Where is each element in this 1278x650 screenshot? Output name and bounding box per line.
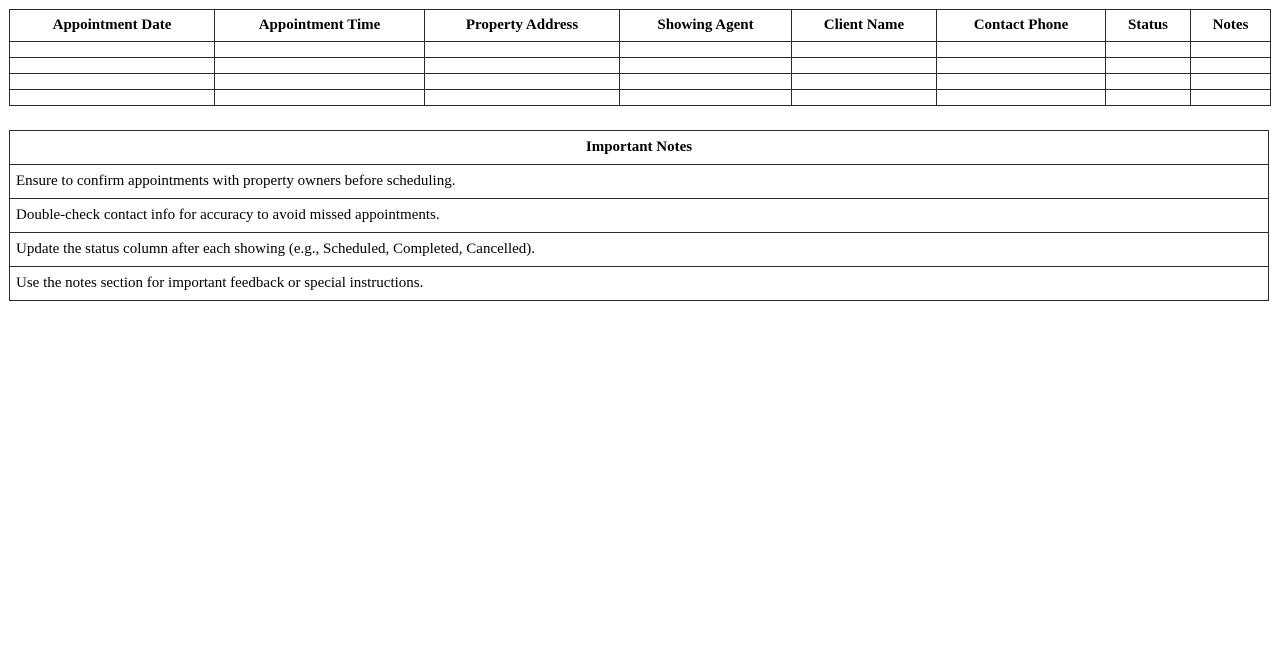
- cell-property-address[interactable]: [425, 74, 620, 90]
- table-header-row: [10, 10, 1271, 42]
- cell-status[interactable]: [1106, 90, 1191, 106]
- cell-status[interactable]: [1106, 74, 1191, 90]
- cell-client-name[interactable]: [792, 90, 937, 106]
- important-notes-table: [9, 130, 1269, 301]
- appointment-schedule-table: [9, 9, 1271, 106]
- table-row: [10, 90, 1271, 106]
- cell-appointment-date[interactable]: [10, 42, 215, 58]
- cell-appointment-time[interactable]: [215, 58, 425, 74]
- cell-showing-agent[interactable]: [620, 42, 792, 58]
- cell-client-name[interactable]: [792, 74, 937, 90]
- column-header-showing-agent: Showing Agent: [620, 10, 792, 42]
- cell-appointment-date[interactable]: [10, 58, 215, 74]
- column-header-appointment-date: Appointment Date: [10, 10, 215, 42]
- table-row: [10, 42, 1271, 58]
- cell-appointment-date[interactable]: [10, 90, 215, 106]
- cell-notes[interactable]: [1191, 74, 1271, 90]
- table-row: [10, 58, 1271, 74]
- list-item: [10, 233, 1269, 267]
- cell-notes[interactable]: [1191, 42, 1271, 58]
- list-item: [10, 267, 1269, 301]
- column-header-contact-phone: Contact Phone: [937, 10, 1106, 42]
- cell-client-name[interactable]: [792, 42, 937, 58]
- cell-showing-agent[interactable]: [620, 74, 792, 90]
- notes-title-row: [10, 131, 1269, 165]
- cell-property-address[interactable]: [425, 58, 620, 74]
- list-item: [10, 199, 1269, 233]
- cell-property-address[interactable]: [425, 90, 620, 106]
- cell-showing-agent[interactable]: [620, 90, 792, 106]
- cell-contact-phone[interactable]: [937, 90, 1106, 106]
- column-header-notes: Notes: [1191, 10, 1271, 42]
- list-item: [10, 165, 1269, 199]
- column-header-status: Status: [1106, 10, 1191, 42]
- schedule-table-body: [10, 42, 1271, 106]
- note-text-1: Ensure to confirm appointments with property owners before scheduling.: [10, 165, 1269, 199]
- cell-contact-phone[interactable]: [937, 74, 1106, 90]
- column-header-appointment-time: Appointment Time: [215, 10, 425, 42]
- cell-status[interactable]: [1106, 58, 1191, 74]
- important-notes-header: [10, 131, 1269, 165]
- cell-appointment-time[interactable]: [215, 74, 425, 90]
- cell-appointment-date[interactable]: [10, 74, 215, 90]
- schedule-table-container: [9, 9, 1270, 106]
- cell-contact-phone[interactable]: [937, 42, 1106, 58]
- important-notes-body: [10, 165, 1269, 301]
- cell-notes[interactable]: [1191, 90, 1271, 106]
- cell-appointment-time[interactable]: [215, 90, 425, 106]
- cell-contact-phone[interactable]: [937, 58, 1106, 74]
- schedule-table-header: [10, 10, 1271, 42]
- cell-client-name[interactable]: [792, 58, 937, 74]
- column-header-property-address: Property Address: [425, 10, 620, 42]
- cell-notes[interactable]: [1191, 58, 1271, 74]
- important-notes-title: Important Notes: [10, 131, 1269, 165]
- note-text-4: Use the notes section for important feedback or special instructions.: [10, 267, 1269, 301]
- column-header-client-name: Client Name: [792, 10, 937, 42]
- cell-showing-agent[interactable]: [620, 58, 792, 74]
- note-text-3: Update the status column after each showing (e.g., Scheduled, Completed, Cancelled).: [10, 233, 1269, 267]
- cell-property-address[interactable]: [425, 42, 620, 58]
- cell-status[interactable]: [1106, 42, 1191, 58]
- cell-appointment-time[interactable]: [215, 42, 425, 58]
- table-row: [10, 74, 1271, 90]
- note-text-2: Double-check contact info for accuracy to avoid missed appointments.: [10, 199, 1269, 233]
- important-notes-container: [9, 130, 1269, 301]
